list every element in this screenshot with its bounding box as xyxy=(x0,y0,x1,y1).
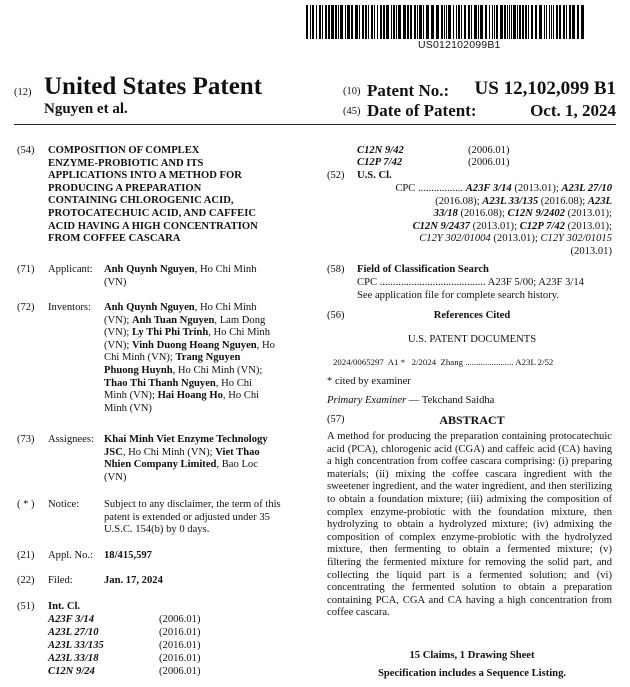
abstract-code: (57) xyxy=(327,414,345,425)
claims-line: 15 Claims, 1 Drawing Sheet xyxy=(409,650,535,661)
applicant-line: (VN) xyxy=(104,276,127,288)
field-code: (58) xyxy=(327,264,345,275)
notice-line: U.S.C. 154(b) by 0 days. xyxy=(104,524,210,536)
intcl-cont-row: C12P 7/42 (2006.01) xyxy=(357,157,510,168)
examiner-line: Primary Examiner — Tekchand Saidha xyxy=(327,395,495,406)
inventors-value: Anh Quynh Nguyen, Ho Chi Minh (VN); Anh Tuan Nguyen, Lam Dong (VN); Ly Thi Phi Trinh, Ho Chi Minh (VN); Vinh Duong Hoang Nguyen, Ho Chi Minh (VN); Trang Nguyen Phuong Huynh, Ho Chi Minh (VN); Thao Thi Thanh Nguyen, Ho Chi Minh (VN); Hai Hoang Ho, Ho Chi Minh (VN) xyxy=(104,302,275,414)
field-note: See application file for complete search history. xyxy=(357,290,559,301)
title-line: FROM COFFEE CASCARA xyxy=(48,233,181,245)
applicant-name: Anh Quynh Nguyen xyxy=(104,264,195,275)
title-line: ACID HAVING A HIGH CONCENTRATION xyxy=(48,220,258,232)
assignees-label: Assignees: xyxy=(48,434,94,445)
intcl-cont-row: C12N 9/42 (2006.01) xyxy=(357,145,510,156)
patent-number-label: Patent No.: xyxy=(367,81,450,100)
assignees-value: Khai Minh Viet Enzyme Technology JSC, Ho Chi Minh (VN); Viet Thao Nhien Company Limited, Bao Loc (VN) xyxy=(104,434,268,483)
patent-number: US 12,102,099 B1 xyxy=(474,78,616,99)
header-rule xyxy=(14,124,616,125)
title-line: PRODUCING A PREPARATION xyxy=(48,182,202,194)
patent-title xyxy=(48,145,293,246)
code-12: (12) xyxy=(14,87,32,98)
refs-label: References Cited xyxy=(433,310,511,321)
filed-label: Filed: xyxy=(48,575,73,586)
intcl-row: A23L 27/10 (2016.01) xyxy=(48,627,201,638)
refs-sub: U.S. PATENT DOCUMENTS xyxy=(407,334,537,345)
date-label: Date of Patent: xyxy=(367,101,477,120)
filed-code: (22) xyxy=(17,575,35,586)
field-cpc: CPC ........................................ A23F 5/00; A23F 3/14 xyxy=(357,277,584,288)
field-label: Field of Classification Search xyxy=(357,264,489,275)
notice-line: Subject to any disclaimer, the term of this xyxy=(104,499,281,510)
applicant-code: (71) xyxy=(17,264,35,275)
abstract-text: A method for producing the preparation containing protocatechuic acid (PCA), chlorogenic acid (CGA) and caffeic acid (CA) having a high concentration from coffee cascara comprising: (i) preparing materials; (ii) mixing the coffee cascara ingredient with the sweetener ingredient, and the water ingredient, and then sterilizing to obtain a foundation mixture; (iii) admixing the composition of complex enzyme-probiotic with the foundation mixture, then hydrolyzing to obtain a hydrolyzed mixture; (iv) admixing the composition of complex enzyme-probiotic with the hydrolyzed mixture, then fermenting to obtain a fermented mixture; (v) filtering the fermented mixture for removing the solid part, and collecting the liquid part is a fermented solution; and (vi) concentrating the fermented solution to obtain a preparation containing PCA, CGA and CA having a high concentration from coffee cascara. xyxy=(327,431,612,619)
appl-label: Appl. No.: xyxy=(48,550,94,561)
inventor-short: Nguyen et al. xyxy=(44,101,128,117)
title-line: COMPOSITION OF COMPLEX xyxy=(48,145,200,156)
barcode-image xyxy=(306,5,584,39)
notice-line: patent is extended or adjusted under 35 xyxy=(104,511,270,523)
cited-note: * cited by examiner xyxy=(327,376,411,387)
refs-code: (56) xyxy=(327,310,345,321)
assignees-code: (73) xyxy=(17,434,35,445)
cpc-block: CPC ................. A23F 3/14 (2013.01); A23L 27/10 (2016.08); A23L 33/135 (2016.08); A23L 33/18 (2016.08); C12N 9/2402 (2013.01); C12N 9/2437 (2013.01); C12P 7/42 (2013.01); C12Y 302/01004 (2013.01); C12Y 302/01015 (2013.01) xyxy=(395,183,612,257)
intcl-row: A23F 3/14 (2006.01) xyxy=(48,614,201,625)
title-code: (54) xyxy=(17,145,35,156)
title-line: PROTOCATECHUIC ACID, AND CAFFEIC xyxy=(48,207,256,219)
intcl-row: C12N 9/24 (2006.01) xyxy=(48,666,201,677)
title-line: ENZYME-PROBIOTIC AND ITS xyxy=(48,157,204,169)
notice-value xyxy=(104,499,304,537)
appl-code: (21) xyxy=(17,550,35,561)
uscl-code: (52) xyxy=(327,170,345,181)
code-45: (45) xyxy=(343,106,361,117)
title-line: CONTAINING CHLOROGENIC ACID, xyxy=(48,195,234,207)
notice-label: Notice: xyxy=(48,499,80,510)
abstract-heading: ABSTRACT xyxy=(439,413,505,427)
code-10: (10) xyxy=(343,86,361,97)
inventors-code: (72) xyxy=(17,302,35,313)
document-type: United States Patent xyxy=(44,73,263,100)
intcl-label: Int. Cl. xyxy=(48,601,81,612)
uscl-label: U.S. Cl. xyxy=(357,170,392,181)
patent-date: Oct. 1, 2024 xyxy=(530,101,616,120)
title-line: APPLICATIONS INTO A METHOD FOR xyxy=(48,170,242,182)
sequence-line: Specification includes a Sequence Listing. xyxy=(377,668,567,679)
intcl-code: (51) xyxy=(17,601,35,612)
inventors-label: Inventors: xyxy=(48,302,91,313)
appl-number: 18/415,597 xyxy=(104,550,152,561)
ref-row: 2024/0065297 A1 * 2/2024 Zhang ...................... A23L 2/52 xyxy=(333,357,554,367)
notice-code: ( * ) xyxy=(17,499,35,510)
applicant-value: Anh Quynh Nguyen, Ho Chi Minh (VN) xyxy=(104,264,304,289)
intcl-row: A23L 33/18 (2016.01) xyxy=(48,653,201,664)
filed-date: Jan. 17, 2024 xyxy=(104,575,163,586)
applicant-label: Applicant: xyxy=(48,264,93,275)
barcode-number: US012102099B1 xyxy=(418,39,501,51)
intcl-row: A23L 33/135 (2016.01) xyxy=(48,640,201,651)
